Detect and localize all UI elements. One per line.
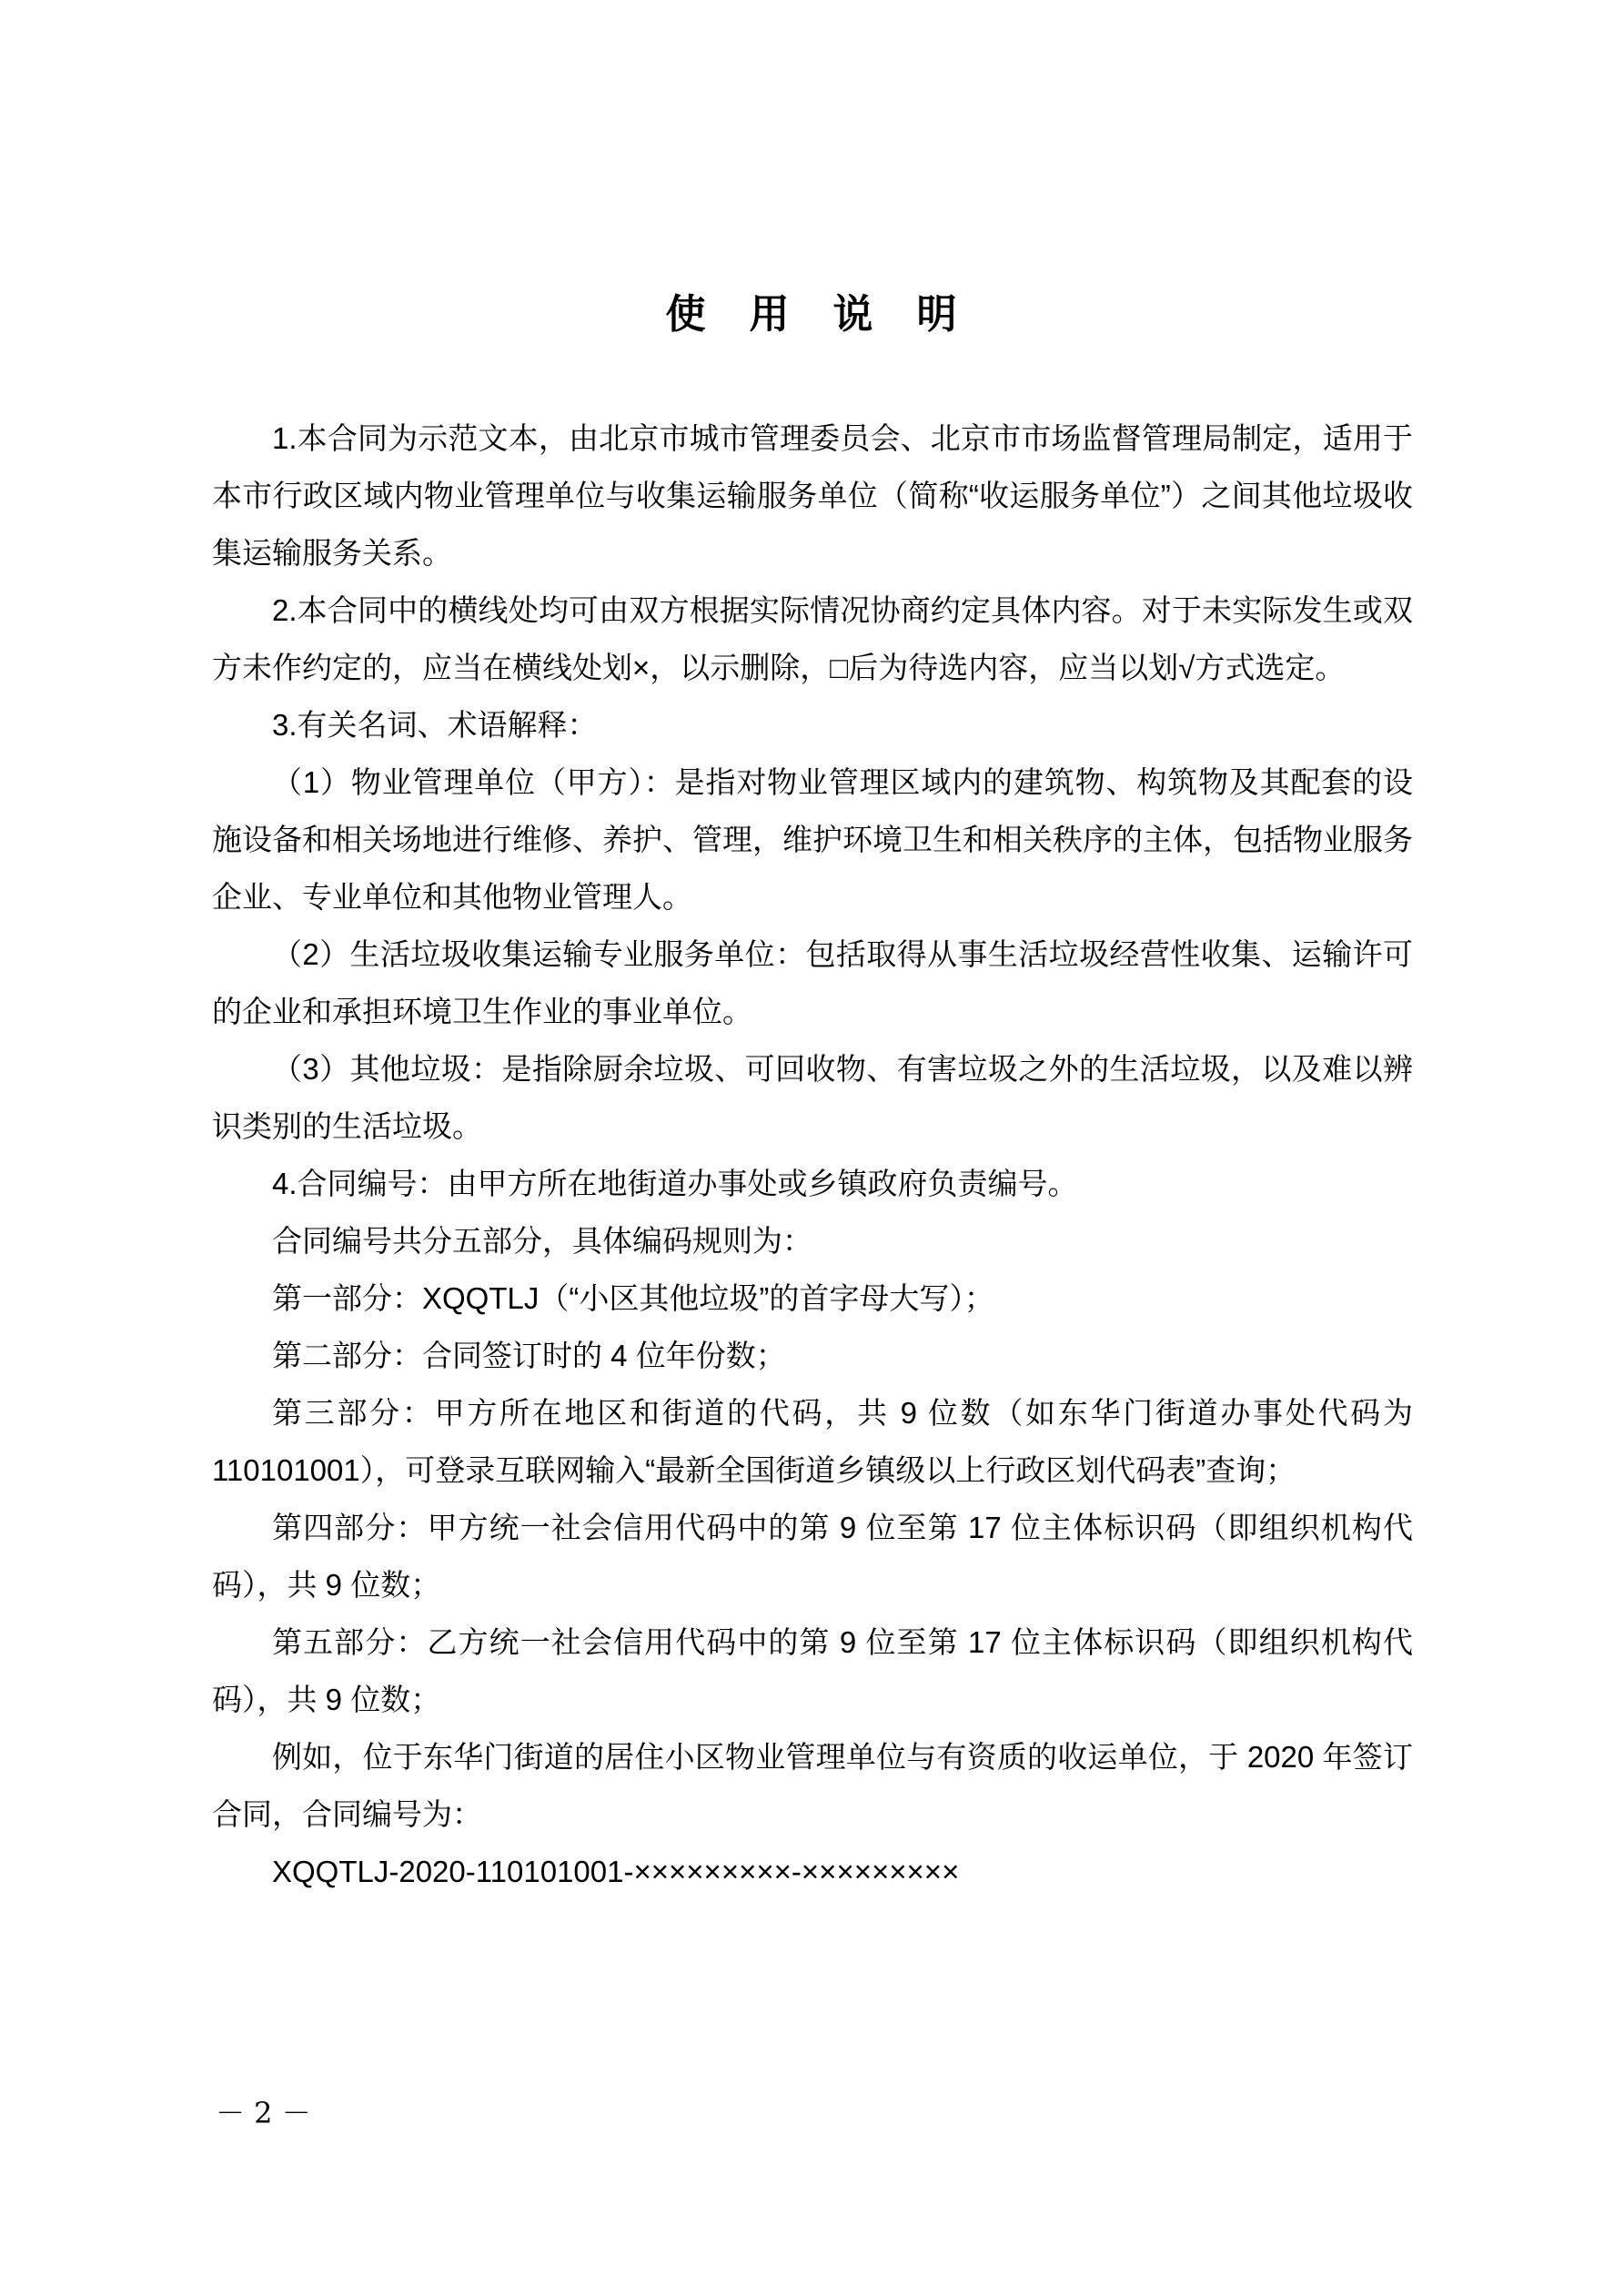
para-part-5: 第五部分：乙方统一社会信用代码中的第 9 位至第 17 位主体标识码（即组织机构代码），共 9 位数； bbox=[212, 1625, 1413, 1716]
para-example: 例如，位于东华门街道的居住小区物业管理单位与有资质的收运单位，于 2020 年签订合同，合同编号为： bbox=[212, 1740, 1413, 1831]
document-body bbox=[212, 410, 1413, 1900]
para-scope: 1.本合同为示范文本，由北京市城市管理委员会、北京市市场监督管理局制定，适用于本市行政区域内物业管理单位与收集运输服务单位（简称“收运服务单位”）之间其他垃圾收集运输服务关系。 bbox=[212, 421, 1413, 570]
para-number-structure: 合同编号共分五部分，具体编码规则为： bbox=[272, 1224, 812, 1258]
para-term-property-unit: （1）物业管理单位（甲方）：是指对物业管理区域内的建筑物、构筑物及其配套的设施设备和相关场地进行维修、养护、管理，维护环境卫生和相关秩序的主体，包括物业服务企业、专业单位和其他物业管理人。 bbox=[212, 765, 1413, 914]
para-term-collection-unit: （2）生活垃圾收集运输专业服务单位：包括取得从事生活垃圾经营性收集、运输许可的企业和承担环境卫生作业的事业单位。 bbox=[212, 937, 1413, 1028]
para-fill-rules: 2.本合同中的横线处均可由双方根据实际情况协商约定具体内容。对于未实际发生或双方未作约定的，应当在横线处划×，以示删除，□后为待选内容，应当以划√方式选定。 bbox=[212, 593, 1413, 684]
para-contract-number: 4.合同编号：由甲方所在地街道办事处或乡镇政府负责编号。 bbox=[272, 1167, 1078, 1200]
document-title: 使 用 说 明 bbox=[665, 292, 959, 337]
para-part-2: 第二部分：合同签订时的 4 位年份数； bbox=[272, 1339, 786, 1372]
para-example-code: XQQTLJ-2020-110101001-×××××××××-××××××××× bbox=[272, 1855, 960, 1888]
para-part-1: 第一部分：XQQTLJ（“小区其他垃圾”的首字母大写）； bbox=[272, 1281, 994, 1315]
para-terms-heading: 3.有关名词、术语解释： bbox=[272, 708, 598, 742]
para-part-4: 第四部分：甲方统一社会信用代码中的第 9 位至第 17 位主体标识码（即组织机构代码），共 9 位数； bbox=[212, 1511, 1413, 1602]
page-number: － 2 － bbox=[216, 2096, 311, 2130]
para-term-other-waste: （3）其他垃圾：是指除厨余垃圾、可回收物、有害垃圾之外的生活垃圾，以及难以辨识类别的生活垃圾。 bbox=[212, 1052, 1413, 1143]
para-part-3: 第三部分：甲方所在地区和街道的代码，共 9 位数（如东华门街道办事处代码为 110101001），可登录互联网输入“最新全国街道乡镇级以上行政区划代码表”查询； bbox=[212, 1396, 1413, 1487]
